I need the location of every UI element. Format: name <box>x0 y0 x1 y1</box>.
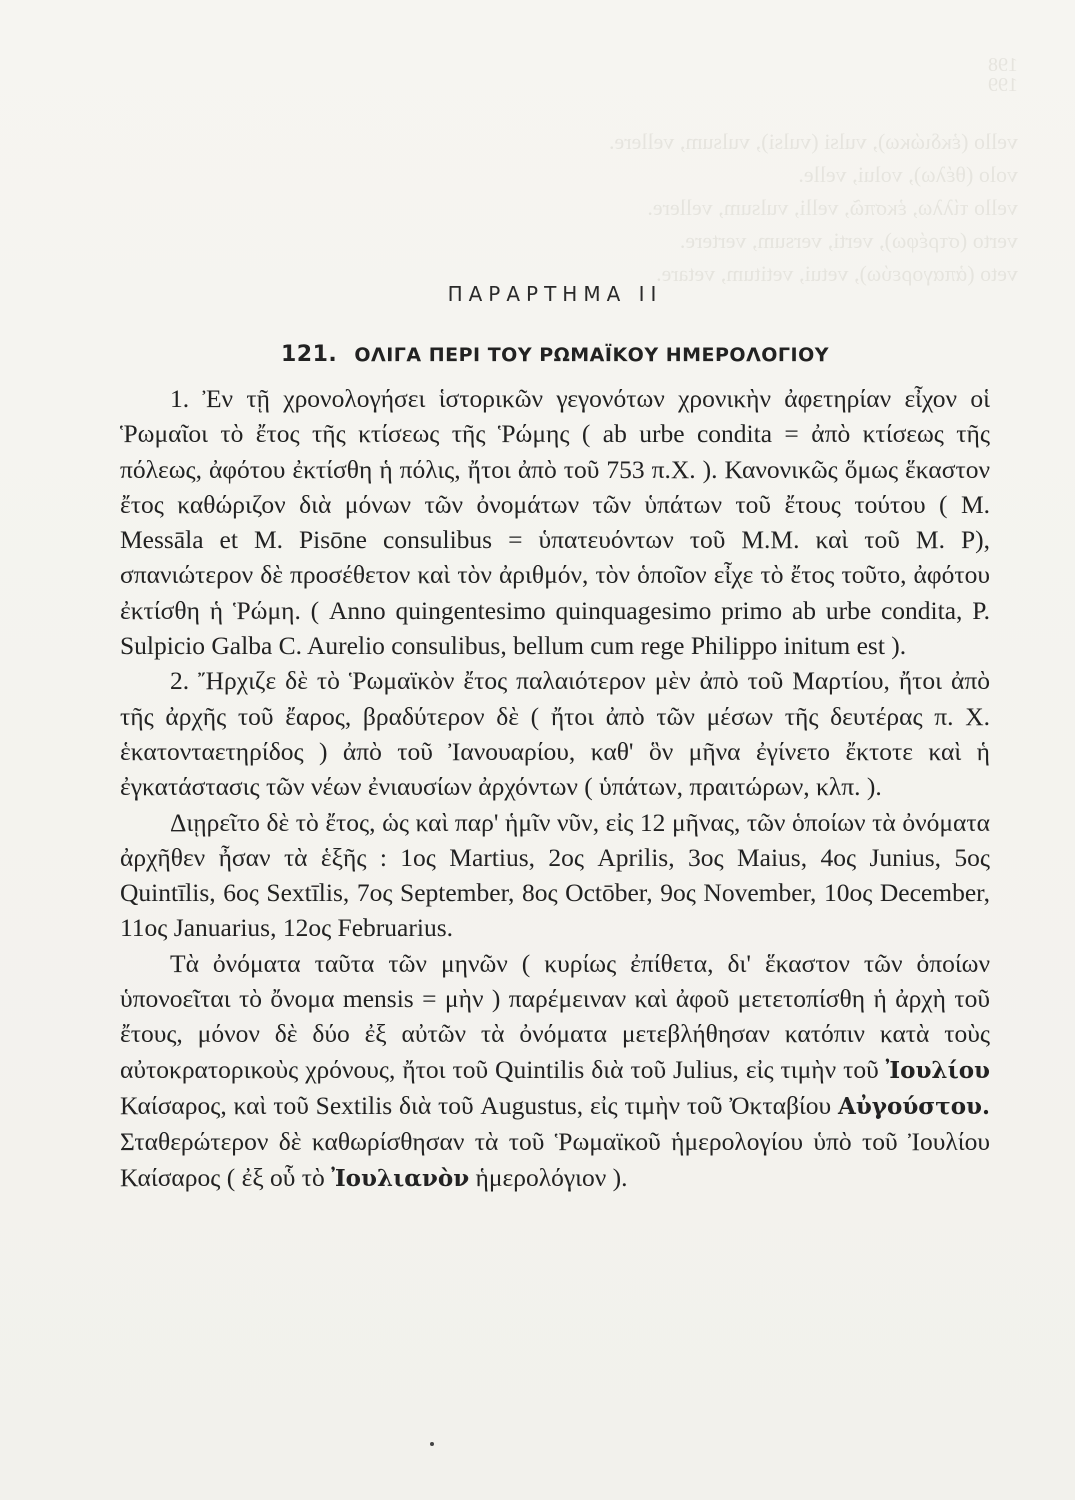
paragraph-4 <box>120 946 990 1196</box>
paragraph-4-text: Καίσαρος, καὶ τοῦ Sextilis διὰ τοῦ Augustus, εἰς τιμὴν τοῦ Ὀκταβίου <box>120 1090 832 1120</box>
section-number: 121. <box>280 342 338 367</box>
paragraph-1: 1. Ἐν τῇ χρονολογήσει ἱστορικῶν γεγονότων χρονικὴν ἀφετηρίαν εἶχον οἱ Ῥωμαῖοι τὸ ἔτος τῆς κτίσεως τῆς Ῥώμης ( ab urbe condita = ἀπὸ κτίσεως τῆς πόλεως, ἀφότου ἐκτίσθη ἡ πόλις, ἤτοι ἀπὸ τοῦ 753 π.Χ. ). Κανονικῶς ὅμως ἕκαστον ἔτος καθώριζον διὰ μόνων τῶν ὀνομάτων τῶν ὑπάτων τοῦ ἔτους τούτου ( M. Messāla et M. Pisōne consulibus = ὑπατευόντων τοῦ Μ.Μ. καὶ τοῦ Μ. Ρ), σπανιώτερον δὲ προσέθετον καὶ τὸν ἀριθμόν, τὸν ὁποῖον εἶχε τὸ ἔτος τοῦτο, ἀφότου ἐκτίσθη ἡ Ῥώμη. ( Anno quingentesimo quinquagesimo primo ab urbe condita, P. Sulpicio Galba C. Aurelio consulibus, bellum cum rege Philippo initum est ). <box>120 384 990 661</box>
bold-term-augoustos: Αὐγούστου. <box>837 1092 991 1120</box>
bleed-through-text <box>118 55 1018 290</box>
bleed-line: volo (θέλω), volui, velle. <box>798 162 1018 187</box>
paragraph-2: 2. Ἤρχιζε δὲ τὸ Ῥωμαϊκὸν ἔτος παλαιότερον μὲν ἀπὸ τοῦ Μαρτίου, ἤτοι ἀπὸ τῆς ἀρχῆς τοῦ ἔαρος, βραδύτερον δὲ ( ἤτοι ἀπὸ τῶν μέσων τῆς δευτέρας π. Χ. ἑκατονταετηρίδος ) ἀπὸ τοῦ Ἰανουαρίου, καθ' ὃν μῆνα ἐγίνετο ἔκτοτε καὶ ἡ ἐγκατάστασις τῶν νέων ἐνιαυσίων ἀρχόντων ( ὑπάτων, πραιτώρων, κλπ. ). <box>120 666 990 802</box>
paragraph-3: Διῃρεῖτο δὲ τὸ ἔτος, ὡς καὶ παρ' ἡμῖν νῦν, εἰς 12 μῆνας, τῶν ὁποίων τὰ ὀνόματα ἀρχῆθεν ἦσαν τὰ ἑξῆς : 1ος Martius, 2ος Aprilis, 3ος Maius, 4ος Junius, 5ος Quintīlis, 6ος Sextīlis, 7ος September, 8ος Octōber, 9ος November, 10ος December, 11ος Januarius, 12ος Februarius. <box>120 807 990 943</box>
bold-term-ioulianon: Ἰουλιανὸν <box>331 1164 470 1192</box>
paragraph-4-text: Σταθερώτερον δὲ καθωρίσθησαν τὰ τοῦ Ῥωμαϊκοῦ ἡμερολογίου ὑπὸ τοῦ Ἰουλίου Καίσαρος ( ἐξ οὗ τὸ <box>120 1127 990 1192</box>
paragraph-4-text: ἡμερολόγιον ). <box>475 1162 628 1192</box>
bleed-line: veto (ἀπαγορεύω), vetui, vetitum, vetare. <box>656 261 1018 286</box>
bleed-page-number: 199 <box>988 74 1018 96</box>
paragraph-4-text: Τὰ ὀνόματα ταῦτα τῶν μηνῶν ( κυρίως ἐπίθετα, δι' ἕκαστον τῶν ὁποίων ὑπονοεῖται τὸ ὄνομα mensis = μὴν ) παρέμειναν καὶ ἀφοῦ μετετοπίσθη ἡ ἀρχὴ τοῦ ἔτους, μόνον δὲ δύο ἐξ αὐτῶν τὰ ὀνόματα μετεβλήθησαν κατόπιν κατὰ τοὺς αὐτοκρατορικοὺς χρόνους, ἤτοι τοῦ Quintilis διὰ τοῦ Julius, εἰς τιμὴν τοῦ <box>120 948 990 1084</box>
bleed-line: vello τίλλω, ἐκσπῶ, velli, vulsum, vellere. <box>647 195 1018 220</box>
page-content <box>120 270 990 1196</box>
appendix-heading: ΠΑΡΑΡΤΗΜΑ II <box>447 282 663 306</box>
bleed-page-number: 198 <box>988 54 1018 76</box>
bleed-line: verto (στρέφω), verti, versum, vertere. <box>679 228 1018 253</box>
ink-dot <box>430 1442 434 1446</box>
bleed-line: vello (ἐκδιώκω), vulsi (vulsi), vulsum, vellere. <box>609 129 1018 154</box>
bold-term-ioulios: Ἰουλίου <box>885 1056 990 1084</box>
section-heading <box>120 342 990 367</box>
section-title: ΟΛΙΓΑ ΠΕΡΙ ΤΟΥ ΡΩΜΑΪΚΟΥ ΗΜΕΡΟΛΟΓΙΟΥ <box>354 344 830 366</box>
